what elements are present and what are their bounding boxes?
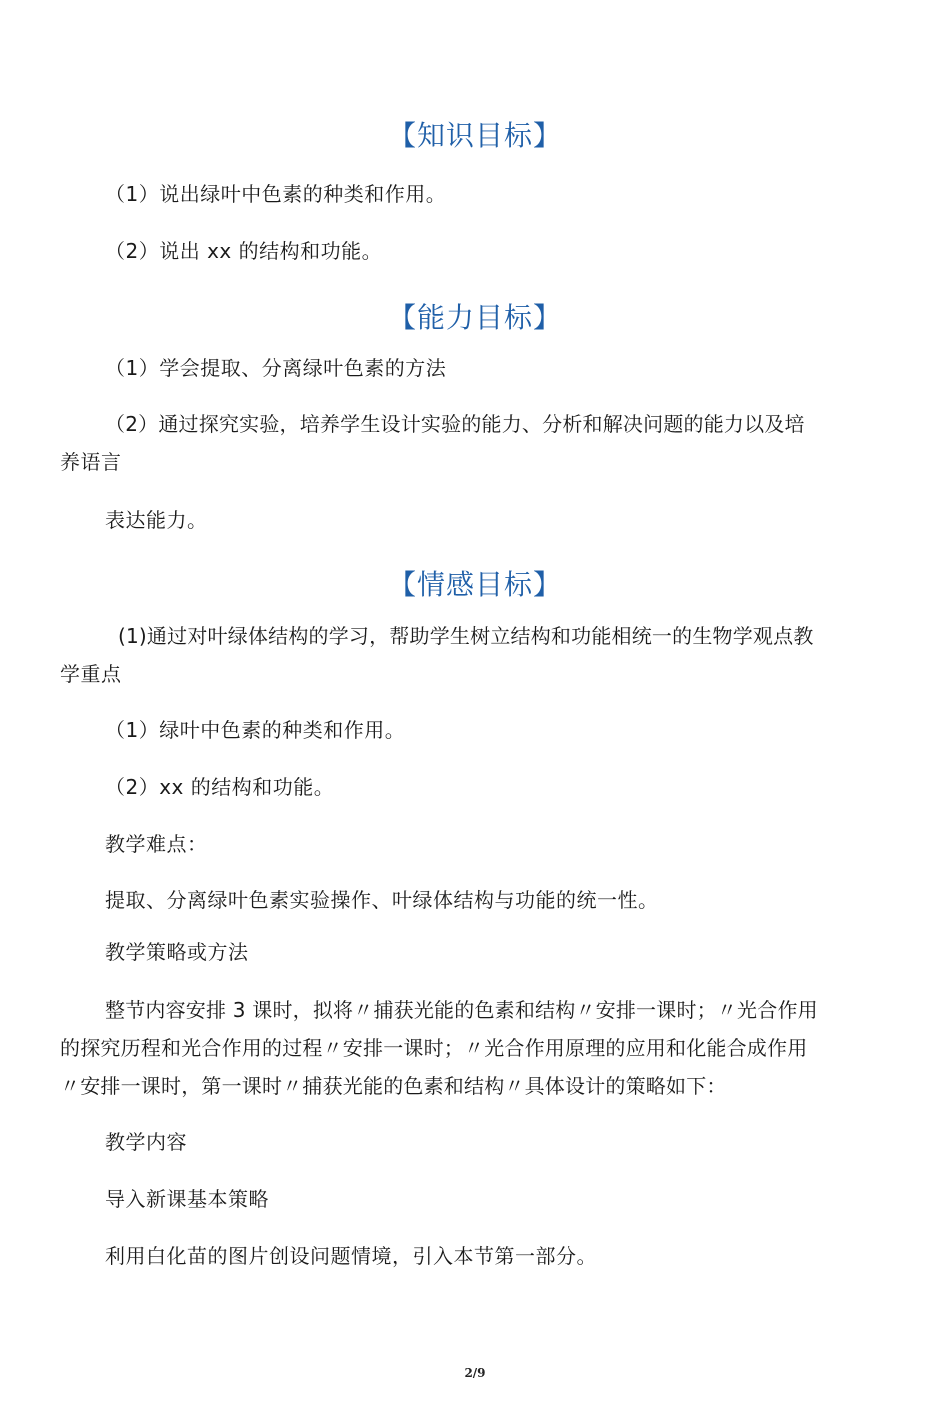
intro-strategy-text: 利用白化苗的图片创设问题情境，引入本节第一部分。 <box>105 1244 597 1268</box>
ability-item-2-line-3: 表达能力。 <box>105 508 208 532</box>
strategy-line-1: 整节内容安排 3 课时，拟将〃捕获光能的色素和结构〃安排一课时；〃光合作用 <box>105 998 818 1022</box>
strategy-label: 教学策略或方法 <box>105 940 249 964</box>
strategy-line-2: 的探究历程和光合作用的过程〃安排一课时；〃光合作用原理的应用和化能合成作用 <box>60 1036 808 1060</box>
content-label: 教学内容 <box>105 1130 187 1154</box>
strategy-line-3: 〃安排一课时，第一课时〃捕获光能的色素和结构〃具体设计的策略如下： <box>60 1074 727 1098</box>
difficulty-text: 提取、分离绿叶色素实验操作、叶绿体结构与功能的统一性。 <box>105 888 659 912</box>
ability-item-2-line-1: （2）通过探究实验，培养学生设计实验的能力、分析和解决问题的能力以及培 <box>105 412 805 436</box>
ability-item-1: （1）学会提取、分离绿叶色素的方法 <box>105 356 447 380</box>
key-point-2: （2）xx 的结构和功能。 <box>105 775 335 799</box>
difficulty-label: 教学难点： <box>105 832 208 856</box>
page-number: 2/9 <box>464 1366 486 1380</box>
knowledge-item-1: （1）说出绿叶中色素的种类和作用。 <box>105 182 447 206</box>
knowledge-item-2: （2）说出 xx 的结构和功能。 <box>105 239 383 263</box>
ability-item-2-line-2: 养语言 <box>60 450 122 474</box>
intro-strategy-label: 导入新课基本策略 <box>105 1187 269 1211</box>
ability-objectives-heading: 【能力目标】 <box>387 301 562 334</box>
emotion-objectives-heading: 【情感目标】 <box>387 568 562 601</box>
key-point-1: （1）绿叶中色素的种类和作用。 <box>105 718 406 742</box>
emotion-item-1-line-2: 学重点 <box>60 662 122 686</box>
emotion-item-1-line-1: (1)通过对叶绿体结构的学习，帮助学生树立结构和功能相统一的生物学观点教 <box>118 624 814 648</box>
knowledge-objectives-heading: 【知识目标】 <box>387 119 562 152</box>
